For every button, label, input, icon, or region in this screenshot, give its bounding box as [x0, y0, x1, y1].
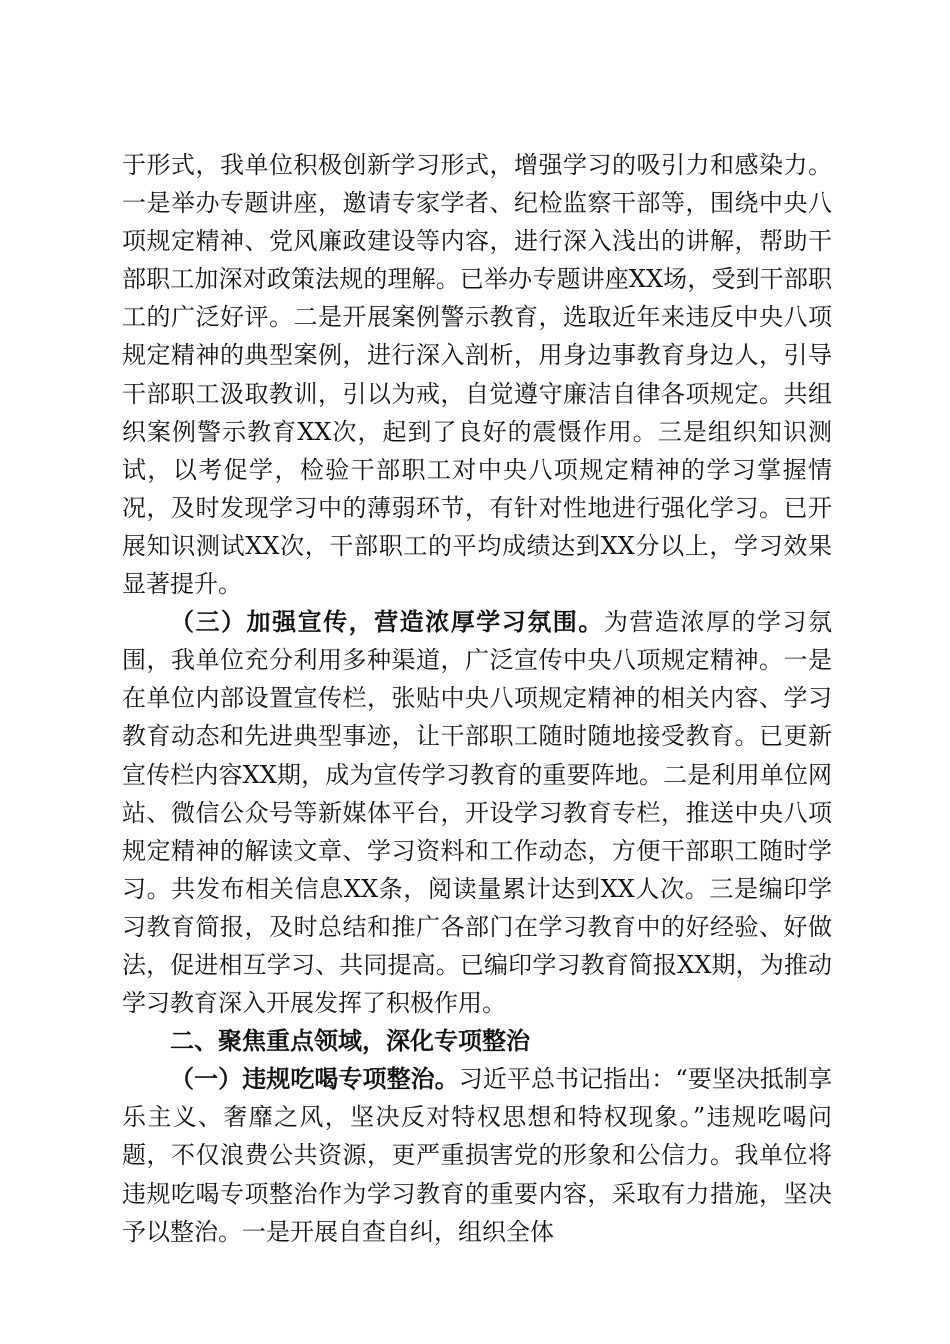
paragraph-publicity-body: 为营造浓厚的学习氛围，我单位充分利用多种渠道，广泛宣传中央八项规定精神。一是在单位内部设置宣传栏，张贴中央八项规定精神的相关内容、学习教育动态和先进典型事迹，让干部职工随时随地接受教育。已更新宣传栏内容XX期，成为宣传学习教育的重要阵地。二是利用单位网站、微信公众号等新媒体平台，开设学习教育专栏，推送中央八项规定精神的解读文章、学习资料和工作动态，方便干部职工随时学习。共发布相关信息XX条，阅读量累计达到XX人次。三是编印学习教育简报，及时总结和推广各部门在学习教育中的好经验、好做法，促进相互学习、共同提高。已编印学习教育简报XX期，为推动学习教育深入开展发挥了积极作用。: [122, 608, 833, 1018]
section-heading: 二、聚焦重点领域，深化专项整治: [170, 1026, 530, 1056]
document-page: [122, 146, 832, 1251]
paragraph-dining-body: 习近平总书记指出：“要坚决抵制享乐主义、奢靡之风，坚决反对特权思想和特权现象。”违规吃喝问题，不仅浪费公共资源，更严重损害党的形象和公信力。我单位将违规吃喝专项整治作为学习教育的重要内容，采取有力措施，坚决予以整治。一是开展自查自纠，组织全体: [122, 1065, 832, 1246]
paragraph-publicity: [122, 603, 832, 1022]
subheading-dining: （一）违规吃喝专项整治。: [170, 1064, 459, 1094]
paragraph-continued: 于形式，我单位积极创新学习形式，增强学习的吸引力和感染力。一是举办专题讲座，邀请专家学者、纪检监察干部等，围绕中央八项规定精神、党风廉政建设等内容，进行深入浅出的讲解，帮助干部职工加深对政策法规的理解。已举办专题讲座XX场，受到干部职工的广泛好评。二是开展案例警示教育，选取近年来违反中央八项规定精神的典型案例，进行深入剖析，用身边事教育身边人，引导干部职工汲取教训，引以为戒，自觉遵守廉洁自律各项规定。共组织案例警示教育XX次，起到了良好的震慑作用。三是组织知识测试，以考促学，检验干部职工对中央八项规定精神的学习掌握情况，及时发现学习中的薄弱环节，有针对性地进行强化学习。已开展知识测试XX次，干部职工的平均成绩达到XX分以上，学习效果显著提升。: [122, 151, 832, 599]
paragraph-dining: [122, 1060, 832, 1250]
subheading-publicity: （三）加强宣传，营造浓厚学习氛围。: [170, 607, 604, 637]
